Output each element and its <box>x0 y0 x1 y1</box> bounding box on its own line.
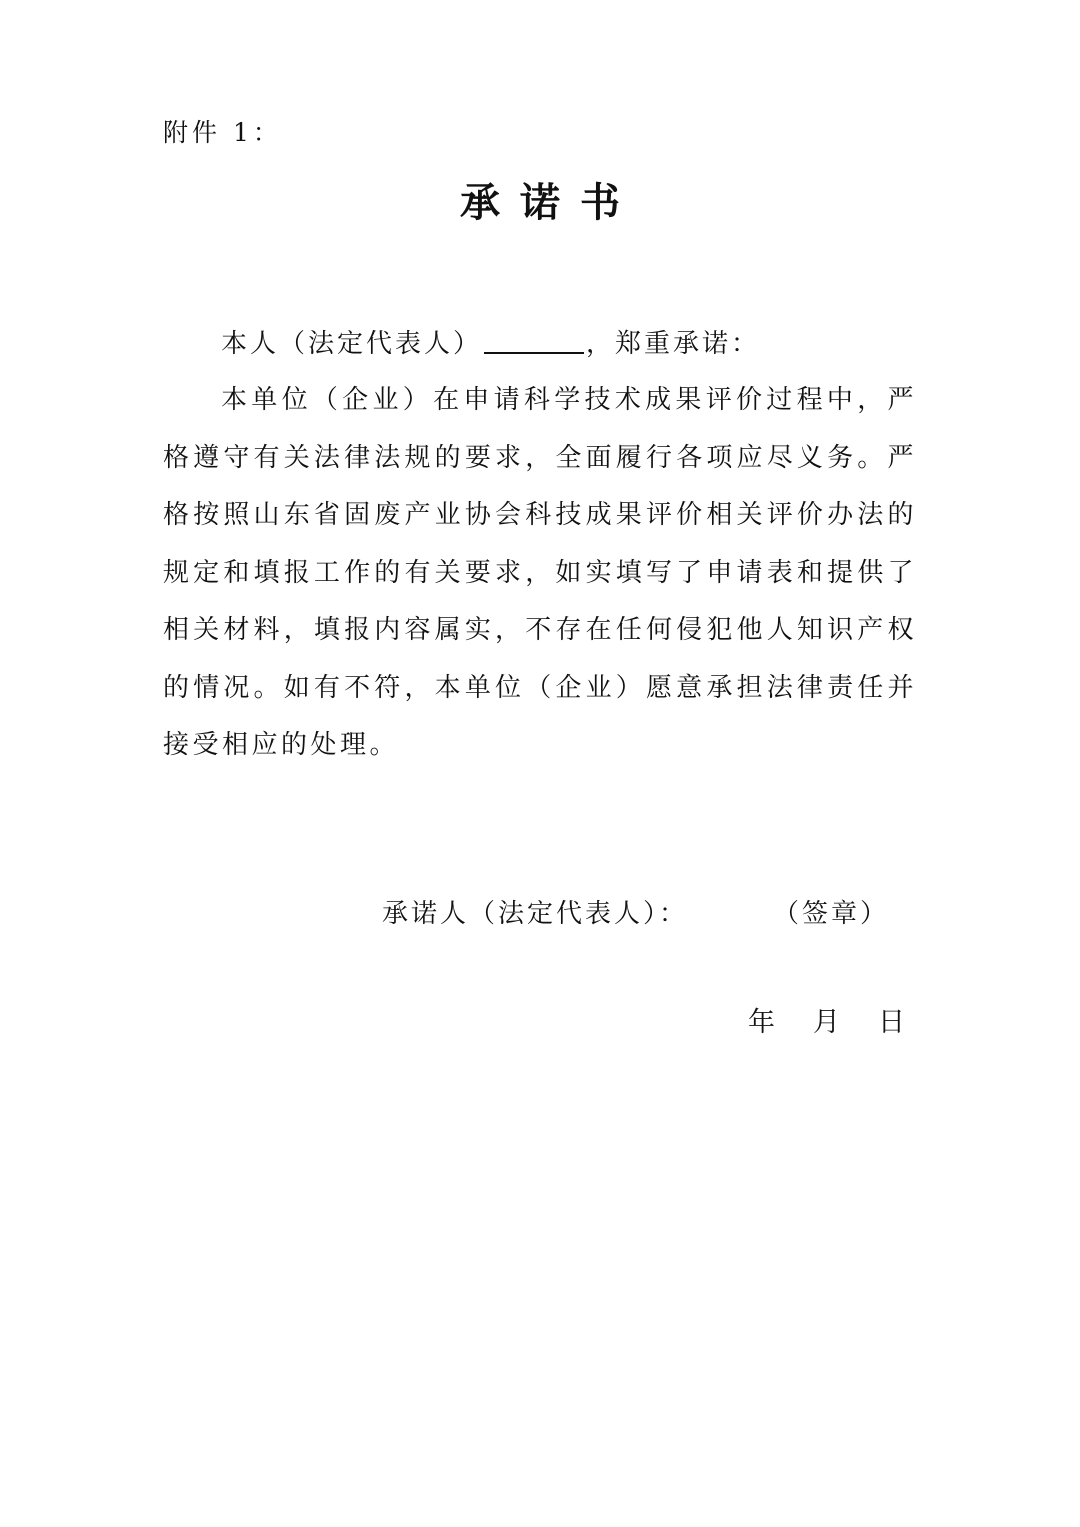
document-title: 承诺书 <box>460 179 640 226</box>
date-month-label: 月 <box>813 1007 840 1038</box>
date-year-label: 年 <box>748 1007 775 1038</box>
attachment-label: 附件 1： <box>163 118 282 147</box>
pledge-body-paragraph: 本单位（企业）在申请科学技术成果评价过程中，严格遵守有关法律法规的要求，全面履行各项应尽义务。严格按照山东省固废产业协会科技成果评价相关评价办法的规定和填报工作的有关要求，如实填写了申请表和提供了相关材料，填报内容属实，不存在任何侵犯他人知识产权的情况。如有不符，本单位（企业）愿意承担法律责任并接受相应的处理。 <box>163 385 917 760</box>
pledge-intro-prefix: 本人（法定代表人） <box>221 329 483 359</box>
signatory-label: 承诺人（法定代表人）： <box>382 899 689 929</box>
pledge-intro-line <box>221 324 760 363</box>
date-day-label: 日 <box>878 1007 905 1038</box>
representative-name-blank <box>484 324 584 354</box>
seal-label: （签章） <box>773 899 890 929</box>
pledge-intro-suffix: ，郑重承诺： <box>586 329 761 359</box>
